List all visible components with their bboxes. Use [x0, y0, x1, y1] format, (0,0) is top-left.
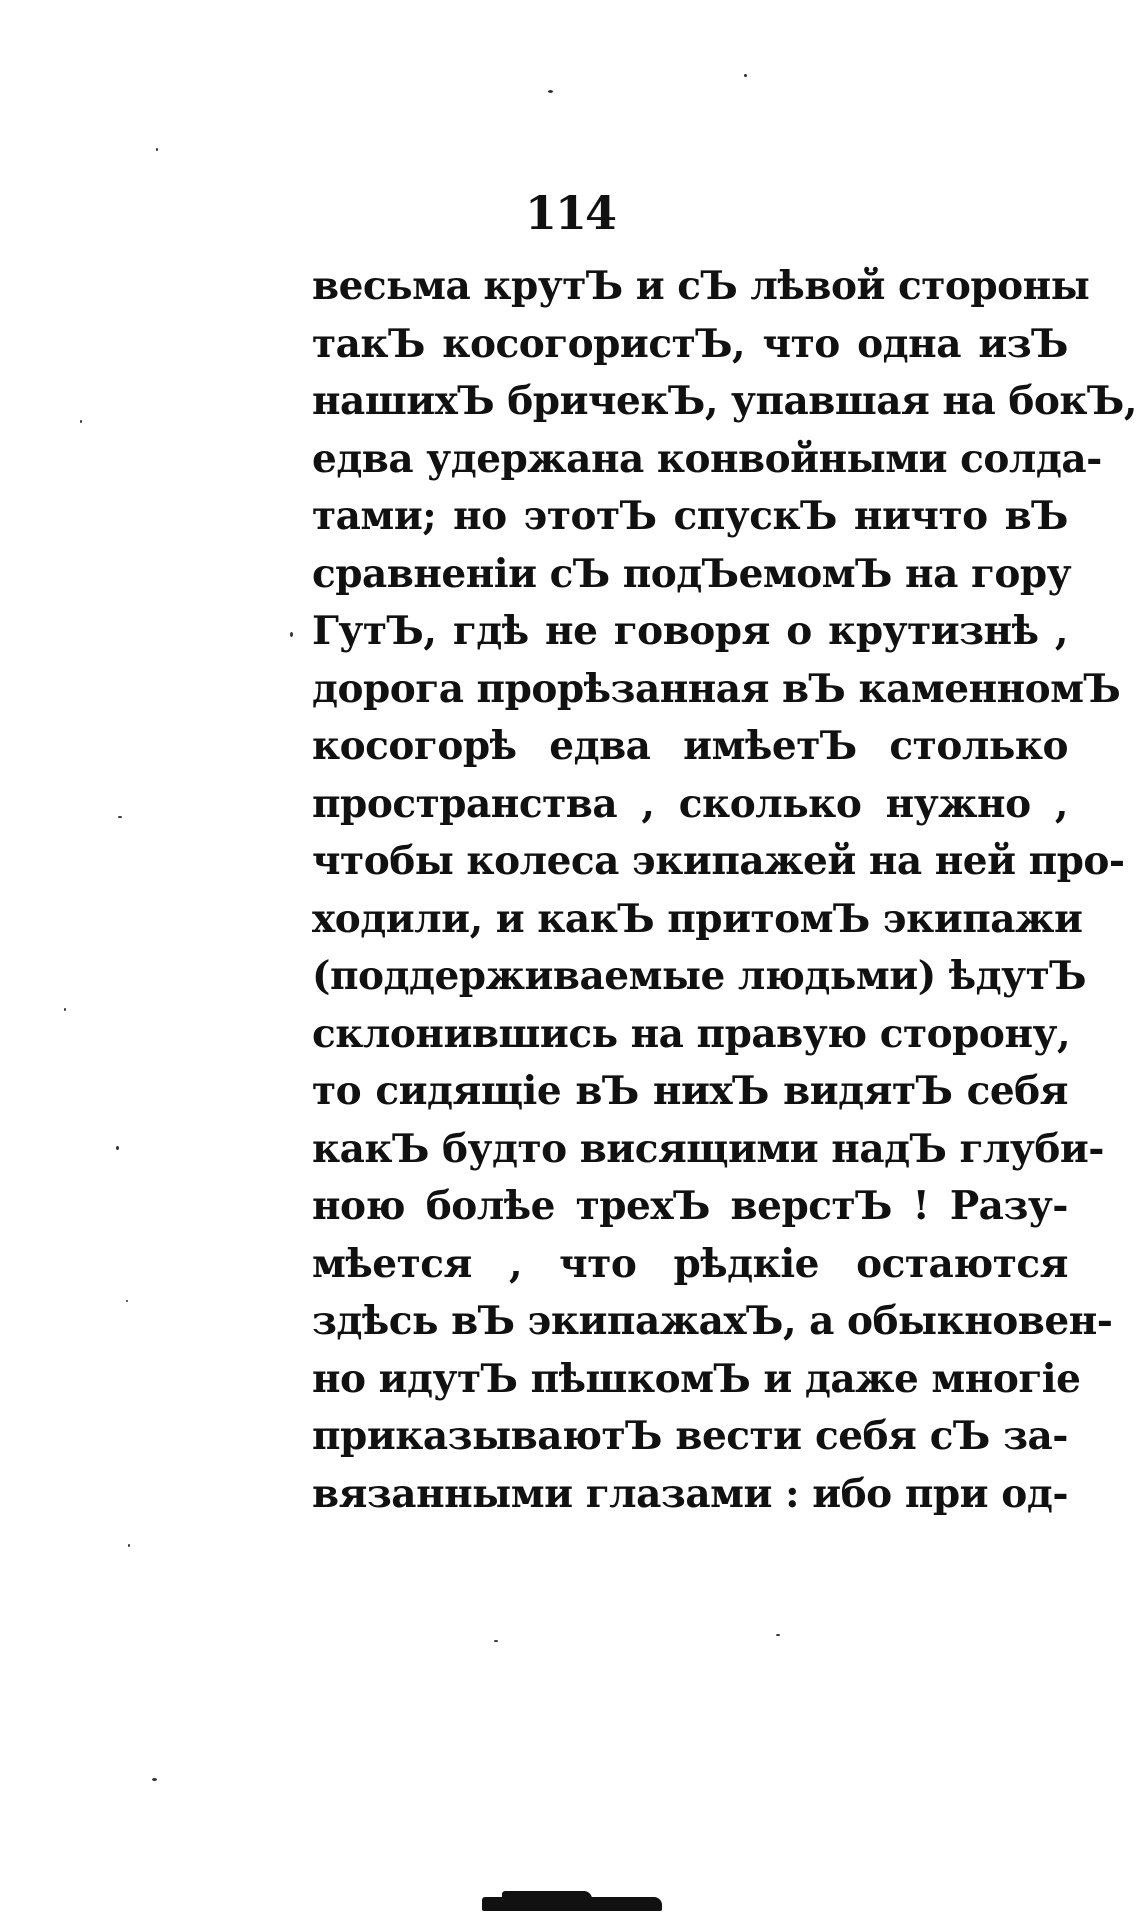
text-line: такЪ косогористЪ, что одна изЪ: [312, 320, 1068, 367]
scan-speck: [80, 420, 82, 423]
text-line: здѣсь вЪ экипажахЪ, а обыкновен-: [312, 1298, 1113, 1344]
text-line: (поддерживаемые людьми) ѣдутЪ: [312, 953, 1087, 999]
text-line: тами; но этотЪ спускЪ ничто вЪ: [312, 493, 1068, 539]
scan-speck: [156, 148, 158, 151]
scan-speck: [290, 632, 293, 637]
text-line: то сидящіе вЪ нихЪ видятЪ себя: [312, 1068, 1068, 1114]
text-line: склонившись на правую сторону,: [312, 1010, 1071, 1057]
text-line: ною болѣе трехЪ верстЪ ! Разу-: [312, 1183, 1068, 1229]
scan-speck: [116, 1146, 119, 1150]
text-line: косогорѣ едва имѣетЪ столько: [312, 723, 1068, 769]
text-line: чтобы колеса экипажей на ней про-: [312, 838, 1125, 884]
text-line: но идутЪ пѣшкомЪ и даже многіе: [312, 1355, 1081, 1402]
ink-smudge: [482, 1897, 662, 1911]
scan-speck: [548, 90, 553, 93]
text-line: едва удержана конвойными солда-: [312, 435, 1102, 482]
scan-speck: [64, 1008, 66, 1011]
text-line: весьма крутЪ и сЪ лѣвой стороны: [312, 263, 1090, 309]
scan-speck: [128, 1544, 130, 1547]
text-line: дорога прорѣзанная вЪ каменномЪ: [312, 665, 1121, 712]
text-line: какЪ будто висящими надЪ глуби-: [312, 1125, 1104, 1172]
scan-speck: [126, 1300, 128, 1302]
scan-speck: [152, 1778, 157, 1781]
scan-speck: [776, 1634, 780, 1636]
body-text: [312, 258, 1137, 1523]
text-line: ГутЪ, гдѣ не говоря о крутизнѣ ,: [312, 608, 1068, 654]
page-number: 114: [524, 186, 616, 240]
text-line: нашихЪ бричекЪ, упавшая на бокЪ,: [312, 378, 1137, 424]
text-line: мѣется , что рѣдкіе остаются: [312, 1240, 1068, 1287]
text-line: пространства , сколько нужно ,: [312, 780, 1068, 827]
scan-speck: [744, 74, 747, 77]
scan-speck: [118, 816, 122, 818]
text-line: ходили, и какЪ притомЪ экипажи: [312, 895, 1083, 942]
text-line: приказываютЪ вести себя сЪ за-: [312, 1413, 1068, 1459]
text-line: сравненіи сЪ подЪемомЪ на гору: [312, 550, 1072, 597]
text-line: вязанными глазами : ибо при од-: [312, 1470, 1068, 1517]
scan-speck: [494, 1640, 498, 1642]
